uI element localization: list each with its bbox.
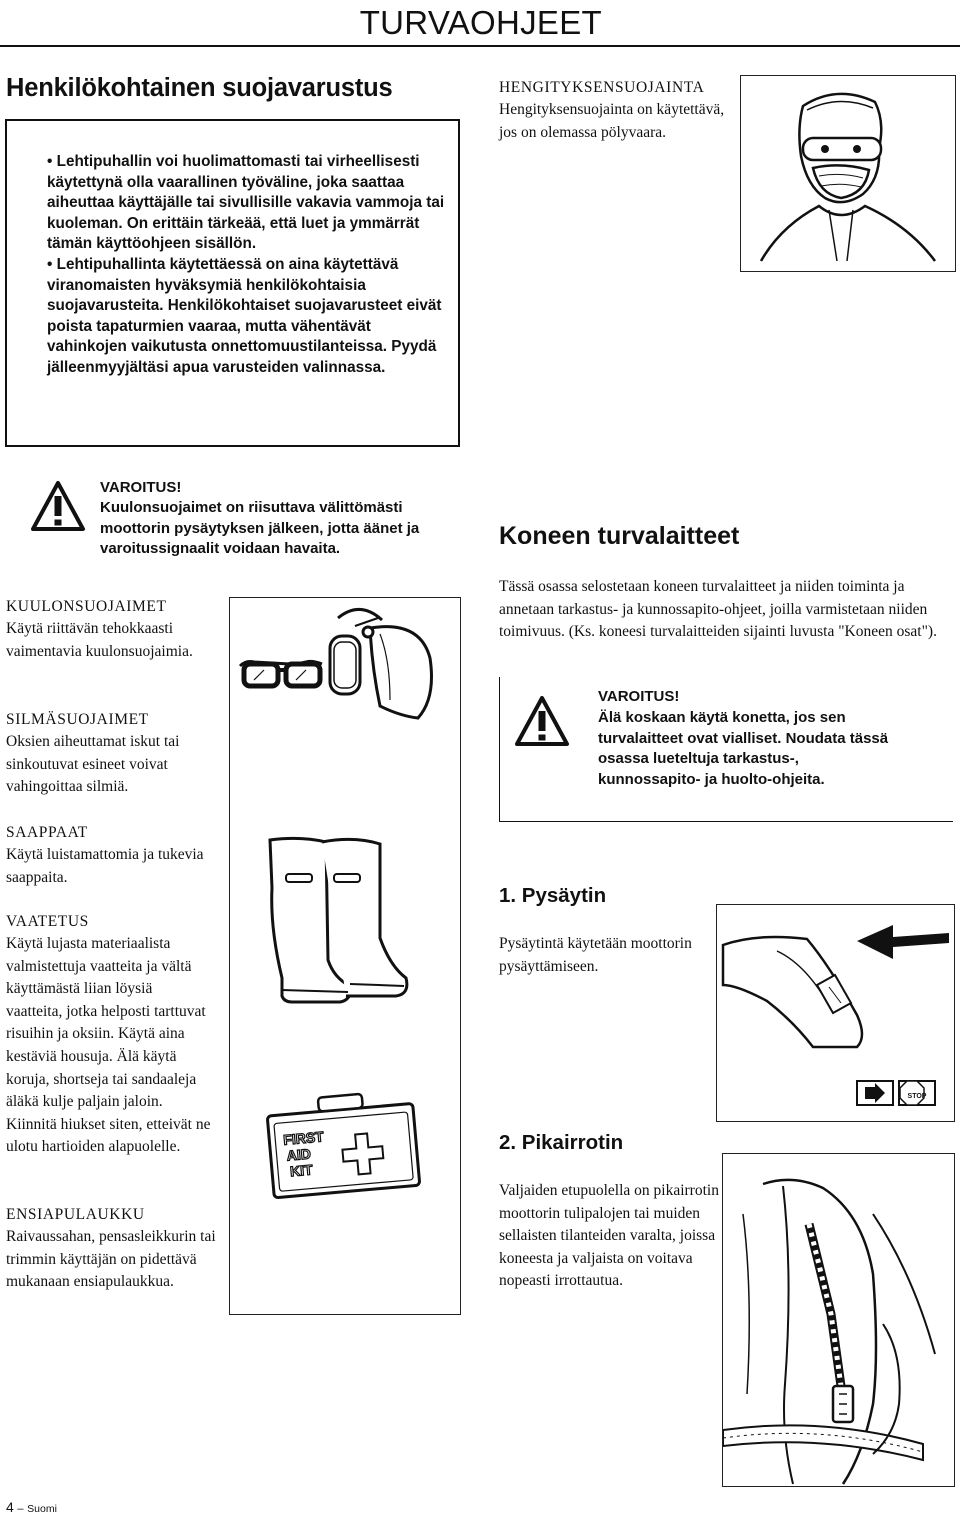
warning-block-left — [30, 472, 470, 562]
machine-intro: Tässä osassa selostetaan koneen turvalaitteet ja niiden toiminta ja annetaan tarkastus- ja kunnossapito-ohjeet, joilla varmistetaan niiden toimivuus. (Ks. koneesi turvalaitteiden sijainti luvusta "Koneen osat"). — [499, 578, 937, 641]
quick-release-illustration — [722, 1153, 955, 1487]
warning-block-right — [499, 677, 953, 822]
section-title: SILMÄSUOJAIMET — [6, 711, 149, 728]
page-header — [0, 0, 960, 48]
section-title: SAAPPAAT — [6, 824, 88, 841]
intro-bullet-1: • Lehtipuhallin voi huolimattomasti tai virheellisesti käytettynä olla vaarallinen työväline, joka saattaa aiheuttaa käyttäjälle tai sivullisille vakavia vammoja tai kuoleman. On erittäin tärkeää, että luet ja ymmärrät tämän käyttöohjeen sisällön. — [47, 153, 445, 253]
stop-switch-body: Pysäytintä käytetään moottorin pysäyttämiseen. — [499, 935, 692, 975]
equipment-illustration — [229, 597, 461, 1315]
boots-section — [6, 822, 211, 889]
harness-quick-release-icon — [723, 1154, 954, 1486]
warning-text: Älä koskaan käytä konetta, jos sen turvalaitteet ovat vialliset. Noudata tässä osassa lueteltuja tarkastus-, kunnossapito- ja huolto-ohjeita. — [598, 709, 889, 788]
header-rule — [0, 45, 960, 47]
warning-rule-left — [499, 677, 500, 822]
stop-switch-handle-icon — [717, 905, 954, 1121]
hearing-section — [6, 596, 211, 663]
section-body: Hengityksensuojainta on käytettävä, jos on olemassa pölyvaara. — [499, 101, 725, 141]
section-body: Käytä lujasta materiaalista valmistettuja vaatteita ja vältä käyttämästä liian löysiä vaatteita, jotka helposti tarttuvat risuihin ja oksiin. Käytä aina kestäviä housuja. Älä käytä koruja, shortseja tai sandaaleja äläkä kulje paljain jaloin. Kiinnitä hiukset siten, etteivät ne ulotu hartioiden alapuolelle. — [6, 935, 211, 1156]
respirator-illustration — [740, 75, 956, 272]
page-number: 4 — [6, 1499, 14, 1515]
first-aid-label: AID — [286, 1145, 312, 1164]
section-body: Käytä riittävän tehokkaasti vaimentavia kuulonsuojaimia. — [6, 620, 193, 660]
footer-separator: – — [17, 1503, 24, 1515]
first-aid-kit-icon — [266, 1089, 420, 1197]
section-body: Oksien aiheuttamat iskut tai sinkoutuvat esineet voivat vahingoittaa silmiä. — [6, 733, 180, 796]
respirator-face-icon — [741, 76, 955, 271]
warning-triangle-icon — [514, 695, 570, 747]
boots-icon — [270, 838, 407, 1002]
section-heading: Henkilökohtainen suojavarustus — [6, 74, 393, 102]
quick-release-body: Valjaiden etupuolella on pikairrotin moottorin tulipalojen tai muiden sellaisten tilanteiden varalta, joissa koneesta ja valjaista on voitava nopeasti irrottautua. — [499, 1182, 719, 1290]
section-title: HENGITYKSENSUOJAINTA — [499, 79, 705, 96]
intro-box — [5, 119, 460, 447]
ear-muffs-icon — [330, 609, 432, 718]
quick-release-heading: 2. Pikairrotin — [499, 1131, 624, 1154]
eyes-section — [6, 709, 211, 799]
warning-text: Kuulonsuojaimet on riisuttava välittömästi moottorin pysäytyksen jälkeen, jotta äänet ja varoitussignaalit voidaan havaita. — [100, 499, 420, 557]
section-body: Raivaussahan, pensasleikkurin tai trimmin käyttäjän on pidettävä mukanaan ensiapulaukkua. — [6, 1228, 216, 1291]
first-aid-label: FIRST — [282, 1128, 325, 1148]
stop-switch-illustration — [716, 904, 955, 1122]
section-title: VAATETUS — [6, 913, 89, 930]
warning-title: VAROITUS! — [100, 479, 182, 496]
warning-rule-bottom — [499, 821, 953, 822]
safety-glasses-icon — [240, 661, 322, 686]
stop-sign-label: STOP — [907, 1093, 927, 1100]
page-title: TURVAOHJEET — [359, 4, 602, 41]
machine-safety-heading: Koneen turvalaitteet — [499, 522, 740, 550]
firstaid-section — [6, 1204, 221, 1294]
equipment-drawings — [230, 598, 460, 1314]
footer-language: Suomi — [27, 1503, 57, 1515]
stop-switch-heading: 1. Pysäytin — [499, 884, 607, 907]
section-title: ENSIAPULAUKKU — [6, 1206, 145, 1223]
section-body: Käytä luistamattomia ja tukevia saappaita. — [6, 846, 204, 886]
first-aid-label: KIT — [289, 1161, 314, 1180]
intro-bullet-2: • Lehtipuhallinta käytettäessä on aina käytettävä viranomaisten hyväksymiä henkilökohtaisia suojavarusteita. Henkilökohtaiset suojavarusteet eivät poista tapaturmien vaaraa, mutta vähentävät vahinkojen vaikutusta onnettomuustilanteissa. Pyydä jälleenmyyjältäsi apua varusteiden valinnassa. — [47, 255, 442, 376]
page-footer — [6, 1500, 57, 1516]
respiratory-section — [499, 77, 739, 144]
clothing-section — [6, 911, 211, 1159]
warning-triangle-icon — [30, 480, 86, 532]
section-title: KUULONSUOJAIMET — [6, 598, 167, 615]
warning-title: VAROITUS! — [598, 688, 680, 705]
